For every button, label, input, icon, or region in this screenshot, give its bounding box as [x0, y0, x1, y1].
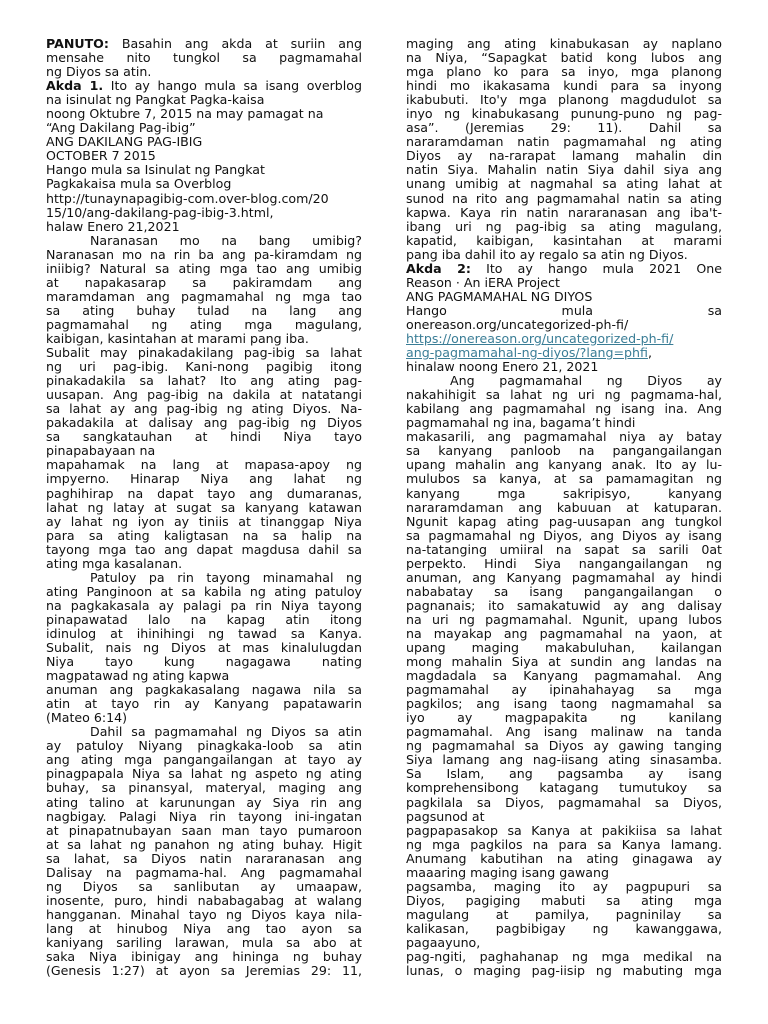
akda1-label: Akda 1. — [46, 79, 104, 94]
right-column — [406, 37, 722, 978]
body-line: pagmamahal ng ina, bagama’t hindi — [406, 416, 636, 431]
akda1-url: http://tunaynapagibig-com.over-blog.com/20 — [46, 191, 329, 206]
body-line: pagmamahal ay ipinahahayag sa mga — [406, 683, 722, 698]
akda2-retrieved: hinalaw noong Enero 21, 2021 — [406, 360, 599, 375]
source-link[interactable]: ang-pagmamahal-ng-diyos/?lang=phfi — [406, 346, 648, 361]
body-line: lang at hinubog Niya ang tao ayon sa — [46, 921, 362, 936]
akda1-source: Pagkakaisa mula sa Overblog — [46, 177, 232, 192]
body-line: pagnanais; ito samakatuwid ay ang dalisay — [406, 598, 722, 613]
body-line: ating mga kasalanan. — [46, 556, 183, 571]
body-line: Dalisay na pagmama-hal. Ang pagmamahal — [46, 865, 362, 880]
body-line: pinapawatad lalo na kapag atin itong — [46, 612, 362, 627]
body-line: pang iba dahil ito ay regalo sa atin ng Diyos. — [406, 247, 688, 262]
body-line: mong mahalin Siya at sundin ang landas na — [406, 655, 722, 670]
body-line: Patuloy pa rin tayong minamahal ng — [90, 570, 362, 585]
body-line: natin Siya. Mahalin natin Siya dahil siya ang — [406, 163, 722, 178]
akda2-source: Hango mula sa — [406, 303, 722, 318]
body-line: pagpapasakop sa Kanya at pakikiisa sa lahat — [406, 823, 722, 838]
body-line: sunod na rito ang pagmamahal natin sa ating — [406, 191, 722, 206]
body-line: perpekto. Hindi Siya nangangailangan ng — [406, 556, 722, 571]
body-line: Naranasan mo na bang umibig? — [90, 233, 362, 248]
body-line: lunas, o maging pag-iisip ng mabuting mga — [406, 964, 722, 979]
body-line: magdadala sa Kanyang pagmamahal. Ang — [406, 669, 722, 684]
body-line: sa lahat, sa Diyos natin nararanasan ang — [46, 851, 362, 866]
body-line: Ang pagmamahal ng Diyos ay — [450, 374, 722, 389]
body-line: na uri ng pagmamahal. Ngunit, upang lubos — [406, 612, 722, 627]
body-line: maramdaman ang pagmamahal ng mga tao — [46, 289, 362, 304]
body-line: hindi mo ikakasama kundi para sa inyong — [406, 79, 722, 94]
akda1-title: ANG DAKILANG PAG-IBIG — [46, 135, 203, 150]
left-column — [46, 37, 362, 978]
akda1-url: 15/10/ang-dakilang-pag-ibig-3.html, — [46, 205, 274, 220]
body-line: pagaayuno, — [406, 936, 481, 950]
body-line: na mayakap ang pagmamahal na yaon, at — [406, 626, 722, 641]
body-line: mulubos sa kanya, at sa pamamagitan ng — [406, 472, 722, 487]
body-line: inosente, puro, hindi nababagabag at walang — [46, 893, 362, 908]
body-line: at sa lahat ng panahon ng ating buhay. Higit — [46, 837, 362, 852]
body-line: pagsamba, maging ito ay pagpupuri sa — [406, 879, 722, 894]
body-line: ibang uri ng pag-ibig sa ating magulang, — [406, 219, 722, 234]
body-line: magulang at pamilya, pagninilay sa — [406, 907, 722, 922]
body-line: komprehensibong katagang tumutukoy sa — [406, 781, 722, 796]
body-line: atin at tayo rin ay Kanyang papatawarin — [46, 697, 362, 712]
body-line: para sa ating kaligtasan na sa halip na — [46, 528, 362, 543]
body-line: ay patuloy Niyang pinagkaka-loob sa atin — [46, 739, 362, 754]
body-line: sa pagmamahal ng Diyos, ang Diyos ay isang — [406, 528, 722, 543]
body-line: anuman, ang Kanyang pagmamahal ay hindi — [406, 570, 722, 585]
body-line: Dahil sa pagmamahal ng Diyos sa atin — [90, 725, 362, 740]
body-line: kapwa. Kaya rin natin nararanasan ang iba't- — [406, 205, 722, 220]
body-line: saka Niya ibinigay ang hininga ng buhay — [46, 950, 362, 965]
body-line: maaaring maging isang gawang — [406, 865, 609, 880]
instructions-line: ng Diyos sa atin. — [46, 65, 152, 80]
body-line: Diyos ay na-rarapat lamang mahalin din — [406, 149, 722, 164]
body-line: nagbigay. Palagi Niya rin tayong ini-ingatan — [46, 809, 362, 824]
body-line: ating Panginoon at sa kabila ng ating patuloy — [46, 584, 362, 599]
body-line: sa kanyang panloob na pangangailangan — [406, 444, 722, 459]
instructions-label: PANUTO: — [46, 37, 109, 51]
body-line: sa lahat ay ang pag-ibig ng ating Diyos. Na- — [46, 402, 362, 417]
body-line: ating talino at karunungan ay Siya rin ang — [46, 795, 362, 810]
body-line: idinulog at ihinihingi ng tawad sa Kanya. — [46, 626, 362, 641]
body-line: kanyang mga sakripisyo, kanyang — [406, 486, 722, 501]
body-line: Subalit, nais ng Diyos at mas kinalulugdan — [46, 641, 362, 656]
body-line: pagsunod at — [406, 809, 485, 824]
akda1-retrieved: halaw Enero 21,2021 — [46, 219, 180, 234]
body-line: tayong mga tao ang dapat magdusa dahil sa — [46, 542, 362, 557]
body-line: iniibig? Natural sa ating mga tao ang umibig — [46, 261, 362, 276]
akda2-intro-line: Reason · An iERA Project — [406, 275, 560, 290]
body-line: ng pagmamahal sa Diyos ay gawing tanging — [406, 739, 722, 754]
akda1-intro-line: “Ang Dakilang Pag-ibig” — [46, 121, 196, 136]
body-line: pinapabayaan na — [46, 444, 156, 459]
body-line: mapahamak na lang at mapasa-apoy ng — [46, 458, 362, 473]
body-line: pakadakila at dalisay ang pag-ibig ng Diyos — [46, 416, 362, 431]
body-line: nakahihigit sa lahat ng uri ng pagmama-hal, — [406, 388, 722, 403]
body-line: kaibigan, kasintahan at marami pang iba. — [46, 331, 309, 346]
body-line: upang mahalin ang kanyang anak. Ito ay lu- — [406, 458, 722, 473]
body-line: Siya lamang ang nag-iisang ating sinasamba. — [406, 753, 722, 768]
body-line: uusapan. Ang pag-ibig na dakila at natatangi — [46, 388, 362, 403]
body-line: upang maging makabuluhan, kailangan — [406, 641, 722, 656]
akda2-link-line — [406, 332, 722, 346]
body-line: ang ating mga pangangailangan at tayo ay — [46, 753, 362, 768]
source-link[interactable]: https://onereason.org/uncategorized-ph-fi/ — [406, 331, 674, 346]
body-line: anuman ang pagkakasalang nagawa nila sa — [46, 683, 362, 698]
body-line: (Genesis 1:27) at ayon sa Jeremias 29: 11, — [46, 964, 362, 979]
body-line: pinagpapala Niya sa lahat ng aspeto ng ating — [46, 767, 362, 782]
body-line: nararamdaman natin pagmamahal ng ating — [406, 135, 722, 150]
body-line: Ngunit kapag ating pag-uusapan ang tungkol — [406, 514, 722, 529]
body-line: kapatid, kaibigan, kasintahan at marami — [406, 233, 722, 248]
instructions-line: PANUTO: Basahin ang akda at suriin ang — [46, 37, 362, 51]
akda2-source: onereason.org/uncategorized-ph-fi/ — [406, 317, 629, 332]
body-line: unang umibig at nagmahal sa ating lahat at — [406, 177, 722, 192]
akda2-label: Akda 2: — [406, 261, 471, 276]
body-line: na-tatanging umiiral na sapat sa sarili 0at — [406, 542, 722, 557]
body-line: maging ang ating kinabukasan ay naplano — [406, 37, 722, 51]
body-line: kalikasan, pagbibigay ng kawanggawa, — [406, 921, 722, 936]
body-line: kabilang ang pagmamahal ng isang ina. Ang — [406, 402, 722, 417]
body-line: paghihirap na dapat tayo ang dumaranas, — [46, 486, 362, 501]
body-line: ng mga pagkilos na para sa Kanya lamang. — [406, 837, 722, 852]
body-line: sa ating buhay tulad na lang ang — [46, 303, 362, 318]
akda2-link-line: ang-pagmamahal-ng-diyos/?lang=phfi, — [406, 346, 652, 361]
body-line: Niya tayo kung nagagawa nating — [46, 655, 362, 670]
body-line: ng uri pag-ibig. Kani-nong pagibig itong — [46, 360, 362, 375]
body-line: ikabubuti. Ito'y mga planong magdudulot sa — [406, 93, 722, 108]
body-line: Diyos, pagiging mabuti sa ating mga — [406, 893, 722, 908]
akda1-source: Hango mula sa Isinulat ng Pangkat — [46, 163, 265, 178]
body-line: impyerno. Hinarap Niya ang lahat ng — [46, 472, 362, 487]
body-line: lahat ng latay at sugat sa kanyang katawan — [46, 500, 362, 515]
body-line: (Mateo 6:14) — [46, 711, 128, 726]
body-line: at napakasarap sa pakiramdam ang — [46, 275, 362, 290]
akda1-intro-line: na isinulat ng Pangkat Pagka-kaisa — [46, 93, 265, 108]
body-line: pagmamahal ng ating mga magulang, — [46, 317, 362, 332]
akda1-date: OCTOBER 7 2015 — [46, 149, 156, 164]
instructions-line: mensahe nito tungkol sa pagmamahal — [46, 51, 362, 66]
body-line: Sa Islam, ang pagsamba ay isang — [406, 767, 722, 782]
body-line: nararamdaman ang kabuuan at katuparan. — [406, 500, 722, 515]
body-line: Anumang kabutihan na ating ginagawa ay — [406, 851, 722, 866]
body-line: pinakadakila sa lahat? Ito ang ating pag- — [46, 374, 362, 389]
body-line: at pinapatnubayan saan man tayo pumaroon — [46, 823, 362, 838]
body-line: pagkilos; ang isang taong nagmamahal sa — [406, 697, 722, 712]
body-line: pagkilala sa Diyos, pagmamahal sa Diyos, — [406, 795, 722, 810]
akda2-intro-line: Akda 2: Ito ay hango mula 2021 One — [406, 261, 722, 276]
body-line: Subalit may pinakadakilang pag-ibig sa lahat — [46, 346, 362, 361]
akda2-title: ANG PAGMAMAHAL NG DIYOS — [406, 289, 593, 304]
body-line: kaniyang sariling larawan, mula sa abo at — [46, 936, 362, 950]
body-line: ng Diyos sa sanlibutan ay umaapaw, — [46, 879, 362, 894]
akda1-intro-line: Akda 1. Ito ay hango mula sa isang overblog — [46, 79, 362, 94]
body-line: pag-ngiti, paghahanap ng mga medikal na — [406, 950, 722, 965]
body-line: asa”. (Jeremias 29: 11). Dahil sa — [406, 121, 722, 136]
body-line: inyo ng kinabukasang punung-puno ng pag- — [406, 107, 722, 122]
body-line: Naranasan mo na rin ba ang pa-kiramdam ng — [46, 247, 362, 262]
body-line: pagmamahal. Ang isang malinaw na tanda — [406, 725, 722, 740]
body-line: sa sangkatauhan at hindi Niya tayo — [46, 430, 362, 445]
body-line: makasarili, ang pagmamahal niya ay batay — [406, 430, 722, 445]
body-line: na Niya, “Sapagkat batid kong lubos ang — [406, 51, 722, 66]
body-line: buhay, sa pinansyal, materyal, maging ang — [46, 781, 362, 796]
body-line: hangganan. Minahal tayo ng Diyos kaya nila- — [46, 907, 362, 922]
body-line: nababatay sa isang pangangailangan o — [406, 584, 722, 599]
body-line: ay lahat ng iyon ay tiniis at tinanggap Niya — [46, 514, 362, 529]
body-line: mga plano ko para sa inyo, mga planong — [406, 65, 722, 80]
body-line: iyo ay magpapakita ng kanilang — [406, 711, 722, 726]
akda1-intro-line: noong Oktubre 7, 2015 na may pamagat na — [46, 107, 324, 122]
body-line: magpatawad ng ating kapwa — [46, 669, 230, 684]
body-line: na pagkakasala ay palagi pa rin Niya tayong — [46, 598, 362, 613]
